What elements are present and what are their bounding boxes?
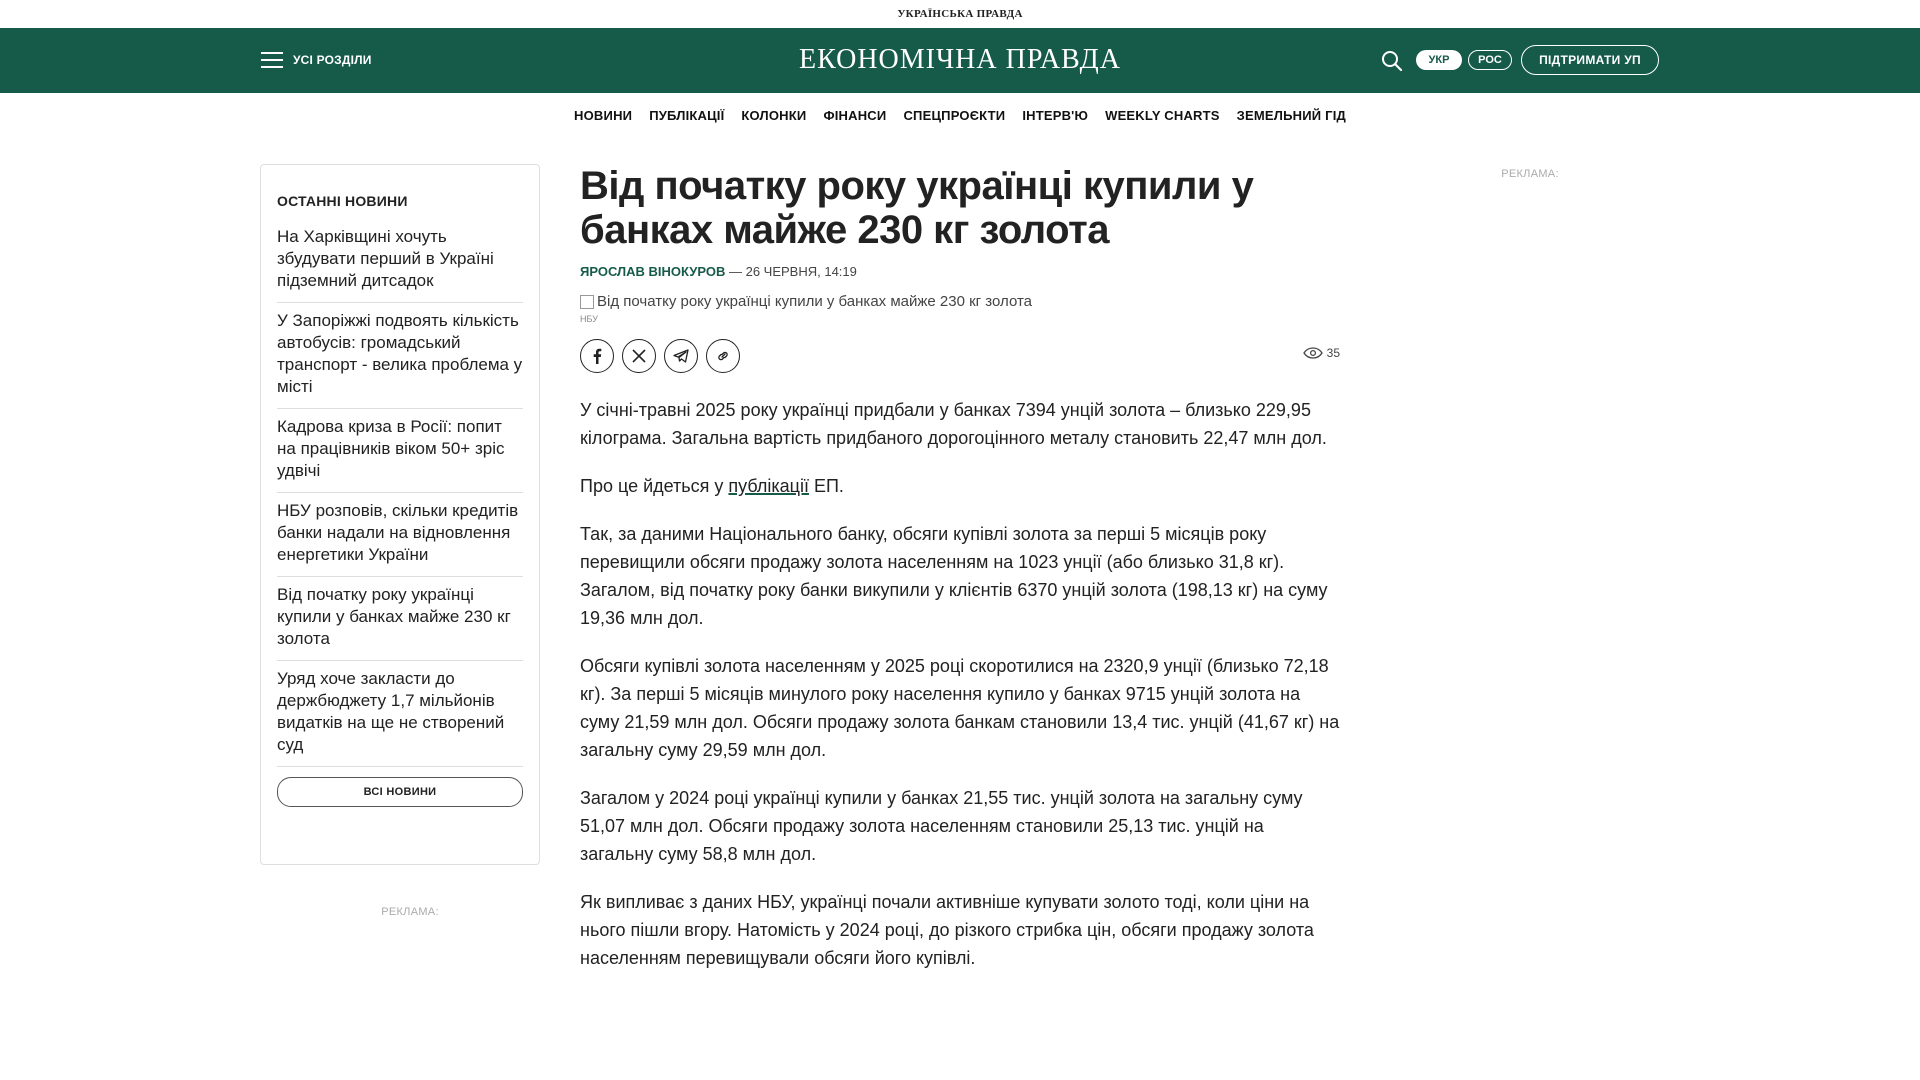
top-strip [0,0,1920,28]
paragraph [580,472,1340,500]
all-sections-button[interactable]: УСІ РОЗДІЛИ [293,53,372,67]
paragraph: Як випливає з даних НБУ, українці почали активніше купувати золото тоді, коли ціни на нього пішли вгору. Натомість у 2024 році, до різкого стрибка цін, обсяги продажу золота населенням перевищували обсяги його купівлі. [580,892,1314,968]
all-news-button[interactable]: ВСІ НОВИНИ [277,777,523,807]
lang-ukr-button[interactable]: УКР [1416,50,1462,70]
site-logo[interactable]: ЕКОНОМІЧНА ПРАВДА [799,44,1121,75]
broken-image-icon [580,295,594,309]
nav-item-columns[interactable]: КОЛОНКИ [741,107,807,123]
sidebar-title: ОСТАННІ НОВИНИ [277,193,408,209]
search-icon[interactable] [1380,49,1404,73]
share-bar [580,338,1340,374]
nav-item-weekly-charts[interactable]: WEEKLY CHARTS [1105,107,1220,123]
views-count: 35 [1326,346,1340,360]
views-counter [1303,346,1340,360]
news-item[interactable]: Від початку року українці купили у банках майже 230 кг золота [277,577,523,661]
content-fade [580,980,1360,992]
article [580,164,1340,972]
copy-link-icon[interactable] [706,339,740,373]
paragraph-text: ЕП. [808,476,844,496]
paragraph: Загалом у 2024 році українці купили у банках 21,55 тис. унцій золота на загальну суму 51,07 млн дол. Обсяги продажу золота населенням становили 25,13 тис. унцій на загальну суму 58,8 млн дол. [580,788,1303,864]
publish-date: — 26 ЧЕРВНЯ, 14:19 [725,264,857,279]
byline [580,264,1340,279]
news-item[interactable]: На Харківщині хочуть збудувати перший в Україні підземний дитсадок [277,219,523,303]
news-item[interactable]: Уряд хоче закласти до держбюджету 1,7 мільйонів видатків на ще не створений суд [277,661,523,767]
eye-icon [1303,347,1323,359]
image-caption: НБУ [580,314,598,324]
article-body [580,396,1340,972]
paragraph: Так, за даними Національного банку, обсяги купівлі золота за перші 5 місяців року перевищили обсяги продажу золота населенням на 1023 унції (або близько 31,8 кг). Загалом, від початку року банки викупили у клієнтів 6370 унцій золота (198,13 кг) на суму 19,36 млн дол. [580,524,1328,628]
parent-brand-link[interactable]: УКРАЇНСЬКА ПРАВДА [897,8,1023,20]
news-item[interactable]: У Запоріжжі подвоять кількість автобусів: громадський транспорт - велика проблема у місті [277,303,523,409]
article-image [580,293,1340,310]
nav-item-finance[interactable]: ФІНАНСИ [823,107,887,123]
lang-ros-button[interactable]: РОС [1468,50,1512,70]
latest-news-sidebar [260,164,540,865]
site-header [0,28,1920,93]
paragraph: У січні-травні 2025 року українці придбали у банках 7394 унцій золота – близько 229,95 кілограма. Загальна вартість придбаного дорогоцінного металу становить 22,47 млн дол. [580,400,1327,448]
news-item[interactable]: НБУ розповів, скільки кредитів банки надали на відновлення енергетики України [277,493,523,577]
ad-label-left: РЕКЛАМА: [381,906,439,918]
telegram-share-icon[interactable] [664,339,698,373]
nav-item-interview[interactable]: ІНТЕРВ'Ю [1022,107,1089,123]
publication-link[interactable]: публікації [728,476,809,496]
nav-item-specprojects[interactable]: СПЕЦПРОЄКТИ [903,107,1006,123]
x-share-icon[interactable] [622,339,656,373]
facebook-share-icon[interactable] [580,339,614,373]
nav-item-news[interactable]: НОВИНИ [574,107,633,123]
article-image-alt: Від початку року українці купили у банках майже 230 кг золота [597,293,1033,310]
paragraph: Обсяги купівлі золота населенням у 2025 році скоротилися на 2320,9 унції (близько 72,18 кг). За перші 5 місяців минулого року населення купило у банках 9715 унцій золота на суму 21,59 млн дол. Обсяги продажу золота банкам становили 13,4 тис. унцій (41,67 кг) на загальну суму 29,59 млн дол. [580,656,1340,760]
main-nav [0,93,1920,137]
support-button[interactable]: ПІДТРИМАТИ УП [1521,45,1659,75]
nav-item-land-guide[interactable]: ЗЕМЕЛЬНИЙ ГІД [1236,107,1346,123]
article-title: Від початку року українці купили у банках майже 230 кг золота [580,164,1254,252]
author-link[interactable]: ЯРОСЛАВ ВІНОКУРОВ [580,264,726,279]
nav-item-publications[interactable]: ПУБЛІКАЦІЇ [649,107,725,123]
ad-label-right: РЕКЛАМА: [1501,168,1559,180]
news-item[interactable]: Кадрова криза в Росії: попит на працівників віком 50+ зріс удвічі [277,409,523,493]
paragraph-text: Про це йдеться у [580,476,729,496]
